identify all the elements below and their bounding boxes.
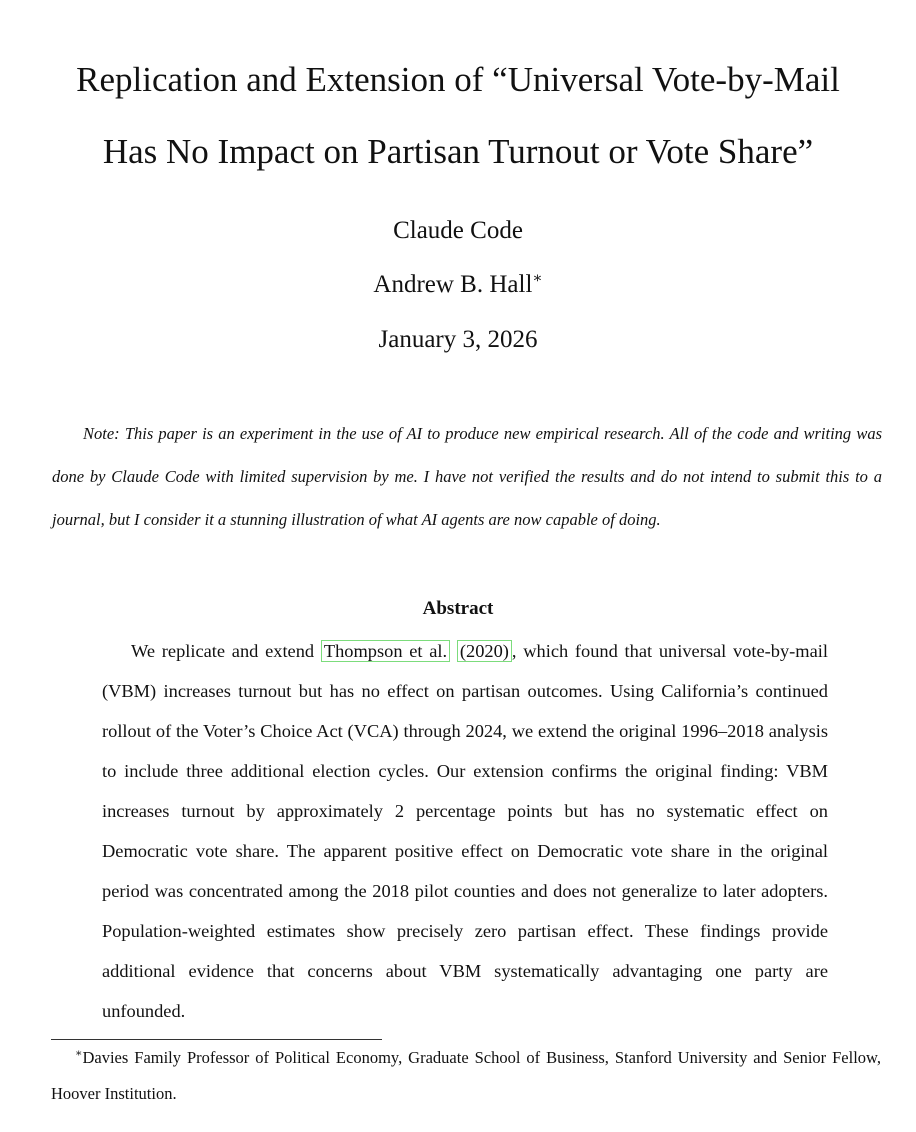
abstract-body: , which found that universal vote-by-mail (VBM) increases turnout but has no effect on partisan outcomes. Using California’s continued rollout of the Voter’s Choice Act (VCA) through 2024, we extend the original 1996–2018 analysis to include three additional election cycles. Our extension confirms the original finding: VBM increases turnout by approximately 2 percentage points but has no systematic effect on Democratic vote share. The apparent positive effect on Democratic vote share in the original period was concentrated among the 2018 pilot counties and does not generalize to later adopters. Population-weighted estimates show precisely zero partisan effect. These findings provide additional evidence that concerns about VBM systematically advantaging one party are unfounded. bbox=[102, 641, 828, 1021]
citation-link-authors[interactable]: Thompson et al. bbox=[321, 640, 450, 662]
abstract-heading: Abstract bbox=[422, 598, 494, 619]
title-line-2: Has No Impact on Partisan Turnout or Vote Share” bbox=[102, 132, 814, 171]
footnote-marker: ∗ bbox=[75, 1047, 83, 1060]
title-line-1: Replication and Extension of “Universal Vote-by-Mail bbox=[76, 60, 840, 99]
footnote bbox=[51, 1040, 881, 1112]
author-andrew-hall bbox=[0, 270, 916, 300]
abstract-text bbox=[102, 631, 828, 1031]
paper-date: January 3, 2026 bbox=[378, 326, 538, 353]
author-note: Note: This paper is an experiment in the use of AI to produce new empirical research. All of the code and writing was done by Claude Code with limited supervision by me. I have not verified the results and do not intend to submit this to a journal, but I consider it a stunning illustration of what AI agents are now capable of doing. bbox=[52, 424, 882, 529]
footnote-marker[interactable]: ∗ bbox=[532, 270, 543, 287]
author-name: Claude Code bbox=[393, 217, 523, 244]
citation-link-year[interactable]: (2020) bbox=[457, 640, 512, 662]
paper-title bbox=[40, 44, 876, 188]
abstract-lead: We replicate and extend bbox=[131, 641, 321, 661]
author-claude-code bbox=[0, 216, 916, 246]
author-name: Andrew B. Hall bbox=[373, 271, 533, 298]
footnote-text: Davies Family Professor of Political Economy, Graduate School of Business, Stanford University and Senior Fellow, Hoover Institution. bbox=[51, 1048, 881, 1103]
